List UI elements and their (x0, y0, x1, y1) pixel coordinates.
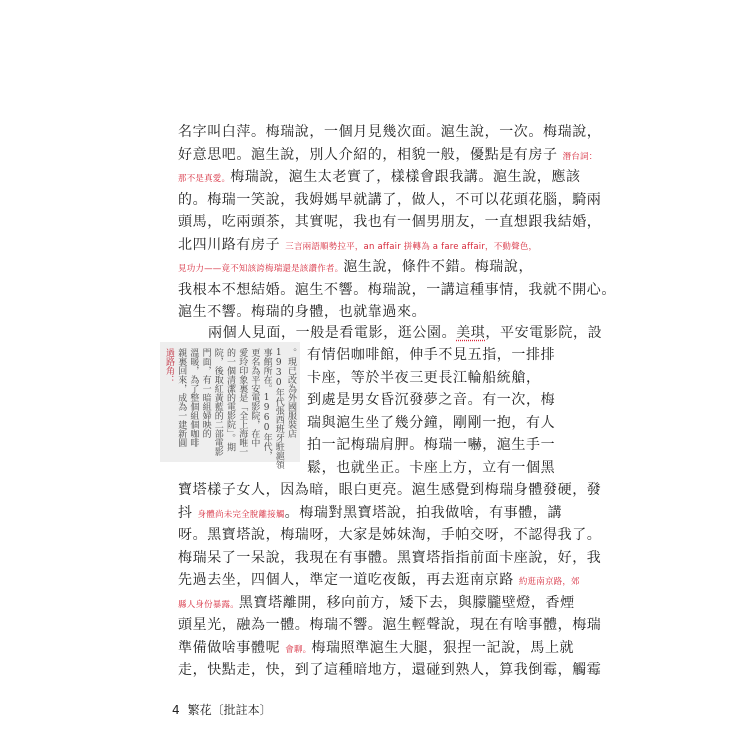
book-title: 繁花〔批註本〕 (187, 703, 272, 717)
line-text: 走，快點走，快，到了這種暗地方，還碰到熟人，算我倒霉，觸霉 (178, 662, 602, 678)
sidebar-column: 院，後取紅黃藍的二部電影 (212, 348, 223, 456)
red-annotation: 身體尚未完全脫離接觸 (197, 509, 285, 520)
text-line (178, 524, 602, 547)
text-line (178, 166, 581, 189)
line-text: 好意思吧。滬生說，別人介紹的，相貌一般，優點是有房子 (178, 146, 563, 163)
line-text: 頭星光，融為一體。梅瑞不響。滬生輕聲說，現在有啥事體，梅瑞 (178, 617, 602, 633)
text-line (178, 121, 602, 144)
sidebar-column: 事館所在。1960年代， (261, 348, 272, 460)
text-line: 有情侶咖啡館，伸手不見五指，一排排 (307, 347, 556, 363)
text-line (178, 637, 575, 660)
line-text: 準備做啥事體呢 (178, 639, 286, 656)
line-text: 名字叫白萍。梅瑞說，一個月見幾次面。滬生說，一次。梅瑞說， (178, 124, 602, 140)
sidebar-column: 過路角： (164, 348, 174, 384)
text-line (178, 569, 580, 592)
red-annotation: 三言兩語順勢拉平，an affair 拼轉為 a fare affair，不動聲色， (285, 241, 538, 252)
text-line (178, 279, 616, 302)
text-line (178, 614, 602, 637)
wrapped-text (307, 344, 559, 479)
text-line: 卡座，等於半夜三更長江輪船統艙， (307, 369, 541, 386)
text-line (178, 479, 602, 502)
main-text-bottom (178, 479, 602, 682)
text-line (178, 211, 602, 234)
text-line (178, 256, 558, 279)
line-text: 梅瑞說，滬生太老實了，樣樣會跟我講。滬生說，應該 (230, 169, 581, 185)
red-annotation: 見功力——竟不知該誇梅瑞還是該讚作者。 (178, 264, 344, 274)
sidebar-column: 溫暖，為了整個組個咖啡 (188, 348, 199, 447)
text-line: 到處是男女昏沉發夢之音。有一次，梅 (307, 392, 556, 408)
text-line: 瑞與滬生坐了幾分鐘，剛剛一抱，有人 (307, 414, 556, 431)
sidebar-column: 門面，有一暗組婦映的 (200, 348, 211, 438)
text-line (178, 547, 602, 570)
text-line: 拍一記梅瑞肩胛。梅瑞一嚇，滬生手一 (307, 437, 556, 453)
line-text: 先過去坐，四個人，準定一道吃夜飯，再去逛南京路 (178, 572, 519, 588)
line-text: 滬生不響。梅瑞的身體，也就靠過來。 (178, 304, 427, 320)
line-text: 抖 (178, 504, 198, 521)
sidebar-column: 愛玲印象裏是「全上海唯一 (237, 348, 248, 456)
text-line (178, 234, 558, 257)
text-line: 兩個人見面，一般是看電影，逛公園。美琪，平安電影院，設 (208, 325, 603, 341)
line-text: 頭馬，吃兩頭茶，其實呢，我也有一個男朋友，一直想跟我結婚， (178, 214, 602, 230)
line-text: 滬生說，條件不錯。梅瑞說， (343, 259, 534, 275)
text-line (178, 301, 558, 324)
line-text: 黑寶塔離開，移向前方，矮下去，與朦朧壁燈，香煙 (238, 594, 575, 611)
text-line (178, 144, 598, 167)
line-text: 寶塔樣子女人，因為暗，眼白更亮。滬生感覺到梅瑞身體發硬，發 (178, 482, 602, 498)
text-line (178, 659, 602, 682)
text-line: 鬆，也就坐正。卡座上方，立有一個黑 (307, 459, 556, 476)
red-annotation: 那不是真愛。 (178, 174, 231, 184)
text-line (178, 592, 575, 615)
line-text: 呀。黑寶塔說，梅瑞呀，大家是姊妹淘，手帕交呀，不認得我了。 (178, 527, 602, 543)
text-line (178, 189, 602, 212)
sidebar-column: 更名為平安電影院，在中 (249, 348, 260, 447)
page-footer (172, 701, 272, 718)
sidebar-annotation-box (160, 342, 300, 469)
line-text: 。梅瑞對黑寶塔說，拍我做啥，有事體，講 (284, 504, 563, 521)
line-text: 梅瑞呆了一呆說，我現在有事體。黑寶塔指指前面卡座說，好，我 (178, 549, 602, 566)
sidebar-column: 1930年代張西班牙駐滬領 (273, 348, 284, 469)
sidebar-column: 的一個清潔的電影院」。期 (225, 348, 235, 452)
main-text-top (178, 121, 616, 324)
line-text: 梅瑞照準滬生大腿，狠捏一記說，馬上就 (311, 639, 575, 656)
page-number: 4 (172, 703, 180, 717)
red-annotation: 潛台詞： (562, 151, 598, 162)
red-annotation: 約逛南京路，郊 (518, 577, 580, 587)
line-text: 的。梅瑞一笑說，我姆媽早就講了，做人，不可以花頭花腦，騎兩 (178, 191, 602, 208)
line-text: 北四川路有房子 (178, 236, 286, 253)
marked-term: 美琪 (456, 325, 486, 341)
red-annotation: 會聊。 (285, 644, 312, 655)
line-text: 我根本不想結婚。滬生不響。梅瑞說，一講這種事情，我就不開心。 (178, 281, 616, 298)
red-annotation: 縣人身份暴露。 (178, 599, 239, 610)
sidebar-column: 親裏回來，成為一建新圓 (176, 348, 187, 447)
sidebar-column: 。現已改為外國服裝店 (286, 348, 296, 438)
text-line (178, 502, 563, 525)
